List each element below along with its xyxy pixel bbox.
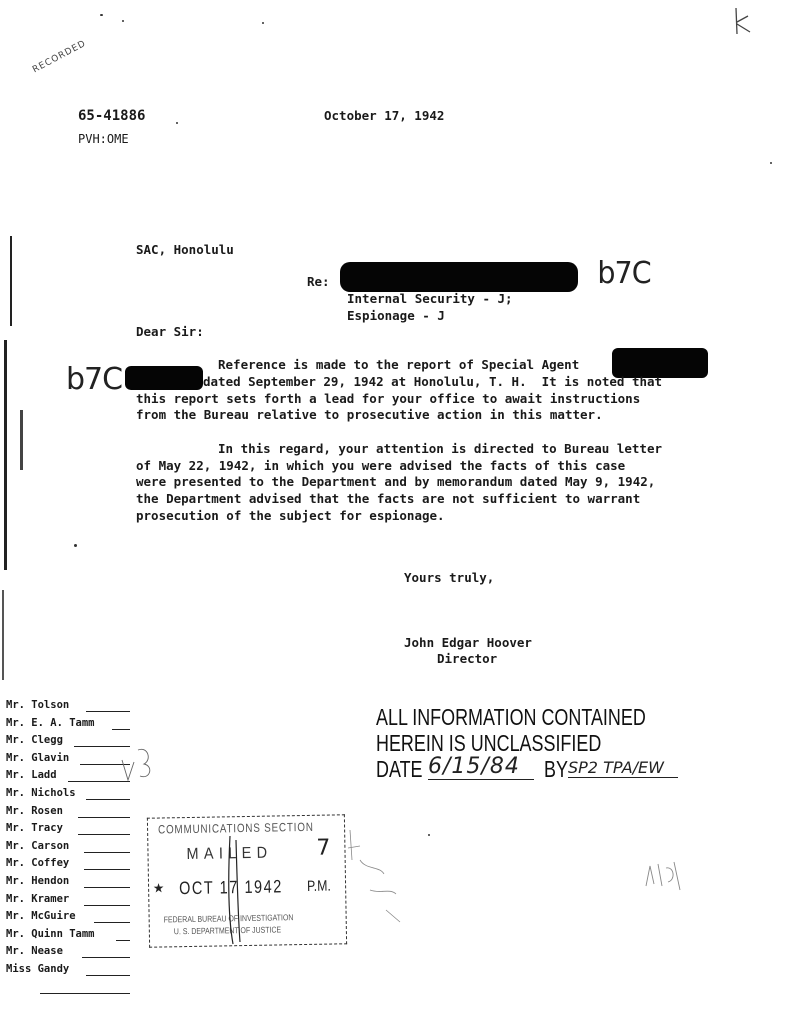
body-p1-line-1: Reference is made to the report of Special Agent (218, 357, 580, 372)
left-margin-mark (4, 340, 7, 570)
re-label: Re: (307, 274, 330, 289)
declass-date-label: DATE (376, 756, 423, 782)
recorded-stamp-text: RECORDED (31, 38, 88, 76)
routing-item (2, 821, 142, 839)
complimentary-close: Yours truly, (404, 570, 495, 585)
routing-item-name: Mr. Coffey (6, 857, 70, 870)
left-margin-mark (20, 410, 23, 470)
body-p2-line-5: prosecution of the subject for espionage. (136, 508, 445, 523)
body-p2-line-3: were presented to the Department and by memorandum dated May 9, 1942, (136, 474, 656, 489)
routing-item-name: Mr. Glavin (6, 751, 70, 764)
mail-stamp-line-2: MAILED (186, 844, 273, 864)
body-p2-line-2: of May 22, 1942, in which you were advised the facts of this case (136, 458, 626, 473)
routing-item-name: Mr. Quinn Tamm (6, 927, 95, 940)
margin-scribble-icon (118, 740, 178, 790)
body-p1-line-2: dated September 29, 1942 at Honolulu, T. H. It is noted that (203, 374, 663, 389)
routing-item-name: Mr. Clegg (6, 734, 63, 747)
routing-item-name: Mr. E. A. Tamm (6, 716, 95, 729)
redaction-subject-name (340, 262, 578, 292)
routing-item (2, 980, 142, 998)
paper-speck (122, 20, 124, 22)
left-margin-mark (10, 236, 12, 326)
declass-by-value: SP2 TPA/EW (568, 758, 678, 778)
re-line-2: Espionage - J (347, 308, 445, 323)
body-p2-line-4: the Department advised that the facts are not sufficient to warrant (136, 491, 641, 506)
file-number: 65-41886 (78, 108, 146, 124)
declass-by-label: BY (544, 756, 568, 782)
re-line-1: Internal Security - J; (347, 291, 513, 306)
routing-item (2, 804, 142, 822)
routing-item-name: Mr. Rosen (6, 804, 63, 817)
routing-item (2, 927, 142, 945)
routing-item-name: Mr. Kramer (6, 892, 70, 905)
handwritten-stroke-icon (224, 836, 248, 946)
routing-item-name: Mr. Nease (6, 945, 63, 958)
routing-item-name: Mr. Ladd (6, 769, 57, 782)
routing-item-name: Miss Gandy (6, 962, 70, 975)
routing-item-name: Mr. Tolson (6, 699, 70, 711)
body-p1-line-4: from the Bureau relative to prosecutive action in this matter. (136, 407, 603, 422)
routing-item (2, 856, 142, 874)
routing-item (2, 962, 142, 980)
left-margin-mark (2, 590, 4, 680)
mail-stamp-number: 7 (316, 835, 331, 861)
routing-item-name: Mr. McGuire (6, 910, 76, 923)
routing-item (2, 839, 142, 857)
recorded-stamp (31, 39, 88, 76)
salutation: Dear Sir: (136, 324, 204, 339)
routing-item-name: Mr. Tracy (6, 822, 63, 835)
right-margin-initials-icon (640, 856, 690, 900)
routing-item (2, 716, 142, 734)
routing-item-name: Mr. Carson (6, 839, 70, 852)
letter-date: October 17, 1942 (324, 108, 445, 123)
routing-item (2, 944, 142, 962)
paper-speck (100, 14, 103, 16)
paper-speck (262, 22, 264, 24)
mail-stamp-date: OCT 17 1942 (178, 876, 284, 899)
declass-date-value: 6/15/84 (428, 754, 534, 780)
body-p1-line-3: this report sets forth a lead for your office to await instructions (136, 391, 641, 406)
redaction-agent-name-2 (125, 366, 203, 390)
addressee: SAC, Honolulu (136, 242, 234, 257)
mail-stamp-line-5: U. S. DEPARTMENT OF JUSTICE (173, 924, 282, 937)
signer-name: John Edgar Hoover (404, 635, 532, 650)
declass-line-2: HEREIN IS UNCLASSIFIED (376, 730, 602, 756)
paper-speck (770, 162, 772, 164)
routing-item (2, 698, 142, 716)
routing-item (2, 909, 142, 927)
mail-stamp-line-4: FEDERAL BUREAU OF INVESTIGATION (163, 912, 294, 925)
routing-item (2, 892, 142, 910)
typist-initials: PVH:OME (78, 132, 129, 146)
paper-speck (74, 544, 77, 547)
exemption-b7c-right: b7C (597, 256, 651, 291)
routing-item-name: Mr. Nichols (6, 786, 76, 799)
paper-speck (176, 122, 178, 124)
mail-stamp-line-1: COMMUNICATIONS SECTION (157, 819, 314, 837)
declass-line-1: ALL INFORMATION CONTAINED (376, 704, 646, 730)
paper-speck (428, 834, 430, 836)
routing-item (2, 874, 142, 892)
routing-item-name: Mr. Hendon (6, 874, 70, 887)
body-p2-line-1: In this regard, your attention is directed to Bureau letter (218, 441, 663, 456)
faint-initials-icon (340, 820, 420, 930)
exemption-b7c-left: b7C (66, 362, 123, 397)
signer-title: Director (437, 651, 498, 666)
mail-stamp-time: P.M. (306, 877, 331, 895)
corner-mark-icon (728, 4, 758, 44)
star-icon: ★ (152, 876, 165, 898)
